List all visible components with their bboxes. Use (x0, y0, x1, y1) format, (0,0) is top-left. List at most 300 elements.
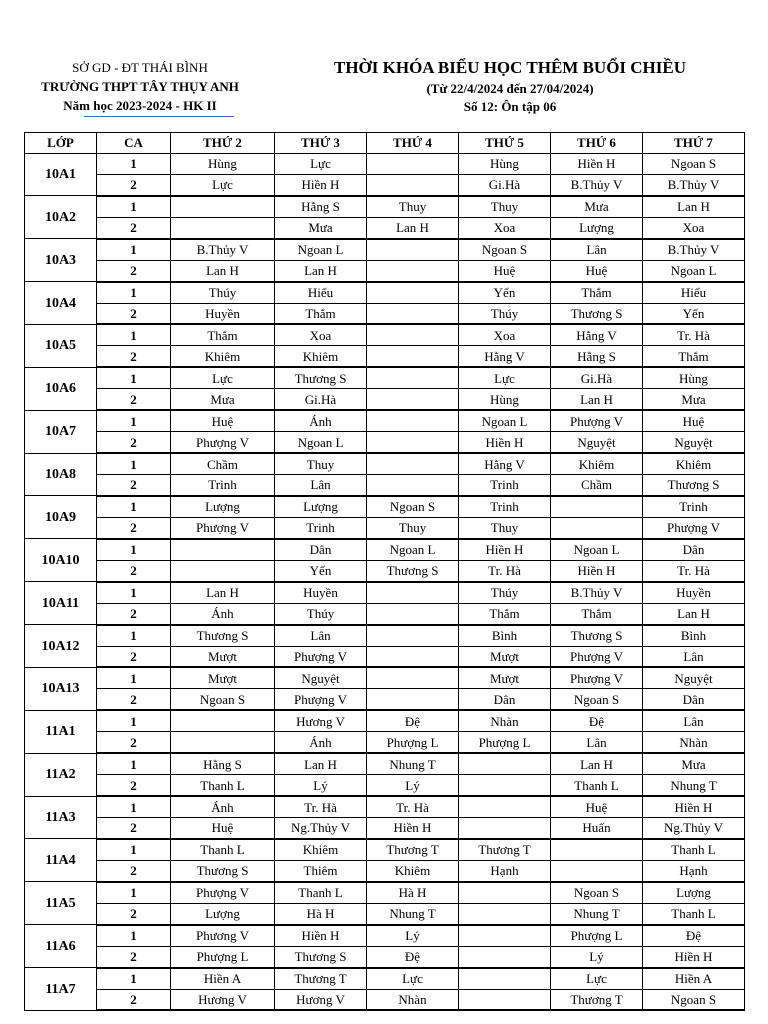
table-row (25, 324, 745, 345)
teacher-cell: Ngoan L (275, 432, 367, 453)
session-number-cell: 1 (97, 839, 171, 860)
table-row (25, 968, 745, 989)
teacher-cell: Lực (171, 174, 275, 195)
teacher-cell: Mưa (171, 389, 275, 410)
teacher-cell: Hà H (275, 903, 367, 924)
teacher-cell: Xoa (459, 217, 551, 238)
table-row (25, 732, 745, 753)
teacher-cell: Lý (275, 775, 367, 796)
class-name-cell: 11A4 (25, 839, 97, 882)
session-number-cell: 1 (97, 667, 171, 688)
teacher-cell: Thanh L (171, 775, 275, 796)
teacher-cell: Nhàn (367, 989, 459, 1010)
teacher-cell: Mượt (459, 646, 551, 667)
session-number-cell: 1 (97, 196, 171, 217)
teacher-cell: Lực (551, 968, 643, 989)
class-name-cell: 11A2 (25, 753, 97, 796)
session-number-cell: 2 (97, 346, 171, 367)
table-row (25, 517, 745, 538)
teacher-cell: Xoa (643, 217, 745, 238)
teacher-cell: Hiền H (643, 946, 745, 967)
session-number-cell: 2 (97, 174, 171, 195)
teacher-cell: Phượng L (171, 946, 275, 967)
class-name-cell: 10A4 (25, 282, 97, 325)
teacher-cell: Ngoan S (643, 153, 745, 174)
teacher-cell: Khiêm (275, 839, 367, 860)
teacher-cell: Chầm (551, 475, 643, 496)
teacher-cell (459, 903, 551, 924)
teacher-cell: Huệ (459, 260, 551, 281)
school-name: TRƯỜNG THPT TÂY THỤY ANH (41, 79, 239, 94)
teacher-cell: Hiền A (643, 968, 745, 989)
teacher-cell (367, 475, 459, 496)
session-number-cell: 1 (97, 625, 171, 646)
teacher-cell: Ngoan S (459, 239, 551, 260)
teacher-cell: Thương T (367, 839, 459, 860)
teacher-cell: Gi.Hà (551, 367, 643, 388)
table-row (25, 946, 745, 967)
session-number-cell: 2 (97, 646, 171, 667)
teacher-cell: Lan H (275, 260, 367, 281)
session-number-cell: 1 (97, 753, 171, 774)
teacher-cell (367, 603, 459, 624)
teacher-cell: Lực (459, 367, 551, 388)
session-number-cell: 2 (97, 732, 171, 753)
teacher-cell: Ngoan S (367, 496, 459, 517)
teacher-cell: Huyền (643, 582, 745, 603)
teacher-cell (367, 346, 459, 367)
column-header: THỨ 3 (275, 133, 367, 154)
teacher-cell: Thanh L (643, 903, 745, 924)
teacher-cell: Hà H (367, 882, 459, 903)
teacher-cell (171, 217, 275, 238)
teacher-cell: Huấn (551, 818, 643, 839)
teacher-cell: Yến (643, 303, 745, 324)
teacher-cell: Phượng L (459, 732, 551, 753)
teacher-cell: Trinh (275, 517, 367, 538)
table-row (25, 260, 745, 281)
teacher-cell: Đệ (367, 710, 459, 731)
table-row (25, 389, 745, 410)
session-number-cell: 2 (97, 989, 171, 1010)
teacher-cell: Hằng S (275, 196, 367, 217)
teacher-cell: Lượng (643, 882, 745, 903)
teacher-cell (551, 517, 643, 538)
teacher-cell: Lượng (275, 496, 367, 517)
class-name-cell: 11A3 (25, 796, 97, 839)
table-body (25, 153, 745, 1010)
teacher-cell (367, 689, 459, 710)
teacher-cell: Thanh L (275, 882, 367, 903)
table-row (25, 217, 745, 238)
teacher-cell: Hùng (459, 153, 551, 174)
teacher-cell (367, 582, 459, 603)
department-name: SỞ GD - ĐT THÁI BÌNH (72, 60, 208, 75)
teacher-cell: Hiền H (275, 925, 367, 946)
table-row (25, 282, 745, 303)
teacher-cell: Phượng V (171, 882, 275, 903)
teacher-cell: Thương T (459, 839, 551, 860)
teacher-cell: B.Thủy V (171, 239, 275, 260)
session-number-cell: 1 (97, 539, 171, 560)
teacher-cell: Lan H (367, 217, 459, 238)
teacher-cell: Gi.Hà (459, 174, 551, 195)
table-row (25, 174, 745, 195)
teacher-cell: Nguyệt (643, 432, 745, 453)
teacher-cell (367, 453, 459, 474)
teacher-cell: Huệ (551, 260, 643, 281)
column-header: THỨ 7 (643, 133, 745, 154)
class-name-cell: 11A7 (25, 968, 97, 1011)
session-number-cell: 2 (97, 689, 171, 710)
teacher-cell: Phượng V (275, 646, 367, 667)
session-number-cell: 2 (97, 432, 171, 453)
teacher-cell: Huệ (171, 410, 275, 431)
teacher-cell: Ngoan L (459, 410, 551, 431)
teacher-cell: Hằng V (551, 324, 643, 345)
teacher-cell: Phượng V (551, 667, 643, 688)
teacher-cell: Phương V (171, 925, 275, 946)
teacher-cell (459, 968, 551, 989)
session-number-cell: 2 (97, 517, 171, 538)
table-row (25, 860, 745, 881)
teacher-cell: Lan H (643, 196, 745, 217)
teacher-cell: Thương S (643, 475, 745, 496)
teacher-cell: Bình (643, 625, 745, 646)
teacher-cell: Ngoan L (643, 260, 745, 281)
teacher-cell: Xoa (459, 324, 551, 345)
teacher-cell: Thúy (459, 582, 551, 603)
teacher-cell: Hiếu (643, 282, 745, 303)
teacher-cell: Dân (459, 689, 551, 710)
teacher-cell: B.Thủy V (551, 174, 643, 195)
class-name-cell: 10A6 (25, 367, 97, 410)
teacher-cell: Phượng V (551, 410, 643, 431)
teacher-cell: Mượt (459, 667, 551, 688)
class-name-cell: 11A5 (25, 882, 97, 925)
timetable (24, 132, 745, 1011)
teacher-cell: Ngoan S (551, 882, 643, 903)
session-number-cell: 1 (97, 282, 171, 303)
teacher-cell (367, 260, 459, 281)
teacher-cell: Tr. Hà (643, 324, 745, 345)
table-row (25, 882, 745, 903)
school-header (0, 58, 280, 115)
teacher-cell: Nhung T (643, 775, 745, 796)
teacher-cell: Huệ (643, 410, 745, 431)
table-row (25, 925, 745, 946)
teacher-cell: Hằng V (459, 346, 551, 367)
table-row (25, 367, 745, 388)
session-number-cell: 2 (97, 260, 171, 281)
column-header: THỨ 4 (367, 133, 459, 154)
teacher-cell: Trinh (643, 496, 745, 517)
teacher-cell (551, 860, 643, 881)
class-name-cell: 10A3 (25, 239, 97, 282)
teacher-cell: Huyền (275, 582, 367, 603)
teacher-cell: Thanh L (643, 839, 745, 860)
teacher-cell: Thương T (275, 968, 367, 989)
teacher-cell: Hùng (643, 367, 745, 388)
teacher-cell: Trinh (171, 475, 275, 496)
teacher-cell: Thắm (459, 603, 551, 624)
teacher-cell: Hiền H (459, 539, 551, 560)
teacher-cell (551, 496, 643, 517)
table-row (25, 689, 745, 710)
session-number-cell: 2 (97, 217, 171, 238)
table-row (25, 710, 745, 731)
teacher-cell: Nhàn (643, 732, 745, 753)
session-number-cell: 2 (97, 603, 171, 624)
teacher-cell: Ngoan L (367, 539, 459, 560)
teacher-cell: Khiêm (367, 860, 459, 881)
session-number-cell: 1 (97, 882, 171, 903)
teacher-cell: Lan H (551, 753, 643, 774)
teacher-cell: Tr. Hà (459, 560, 551, 581)
teacher-cell: Bình (459, 625, 551, 646)
teacher-cell: Hạnh (459, 860, 551, 881)
teacher-cell: Lượng (171, 496, 275, 517)
teacher-cell: Nguyệt (643, 667, 745, 688)
teacher-cell: Huệ (551, 796, 643, 817)
teacher-cell: Thúy (459, 303, 551, 324)
table-row (25, 582, 745, 603)
session-number-cell: 2 (97, 560, 171, 581)
teacher-cell (459, 989, 551, 1010)
teacher-cell: Lan H (171, 582, 275, 603)
teacher-cell (367, 153, 459, 174)
session-number-cell: 1 (97, 496, 171, 517)
teacher-cell: Thắm (275, 303, 367, 324)
timetable-header (290, 56, 730, 116)
teacher-cell: Lượng (551, 217, 643, 238)
teacher-cell (459, 775, 551, 796)
teacher-cell (367, 667, 459, 688)
teacher-cell: B.Thủy V (551, 582, 643, 603)
table-row (25, 539, 745, 560)
session-number-cell: 1 (97, 410, 171, 431)
session-number-cell: 2 (97, 389, 171, 410)
teacher-cell: Thương S (275, 946, 367, 967)
table-row (25, 667, 745, 688)
teacher-cell: Hiền H (367, 818, 459, 839)
teacher-cell: Nhung T (367, 903, 459, 924)
teacher-cell: B.Thủy V (643, 174, 745, 195)
table-row (25, 625, 745, 646)
table-row (25, 196, 745, 217)
teacher-cell: Mượt (171, 646, 275, 667)
teacher-cell: Ánh (171, 796, 275, 817)
teacher-cell: Ngoan L (275, 239, 367, 260)
teacher-cell (551, 839, 643, 860)
table-row (25, 239, 745, 260)
teacher-cell (171, 560, 275, 581)
teacher-cell: Xoa (275, 324, 367, 345)
teacher-cell: Thắm (551, 603, 643, 624)
teacher-cell: Thương S (171, 860, 275, 881)
teacher-cell: Dân (275, 539, 367, 560)
teacher-cell: Khiêm (275, 346, 367, 367)
teacher-cell: Ngoan L (551, 539, 643, 560)
teacher-cell (459, 753, 551, 774)
teacher-cell: Lan H (643, 603, 745, 624)
class-name-cell: 10A8 (25, 453, 97, 496)
column-header: THỨ 2 (171, 133, 275, 154)
session-number-cell: 1 (97, 582, 171, 603)
table-row (25, 839, 745, 860)
teacher-cell: Thuy (459, 517, 551, 538)
teacher-cell: Lý (367, 925, 459, 946)
table-row (25, 818, 745, 839)
class-name-cell: 11A6 (25, 925, 97, 968)
teacher-cell: Mưa (275, 217, 367, 238)
table-row (25, 775, 745, 796)
class-name-cell: 10A12 (25, 625, 97, 668)
class-name-cell: 11A1 (25, 710, 97, 753)
teacher-cell: Tr. Hà (367, 796, 459, 817)
teacher-cell: Hiền H (275, 174, 367, 195)
session-number-cell: 2 (97, 946, 171, 967)
teacher-cell: Phượng V (551, 646, 643, 667)
teacher-cell: Dân (643, 689, 745, 710)
teacher-cell: Lý (551, 946, 643, 967)
teacher-cell: Ngoan S (551, 689, 643, 710)
teacher-cell: Phượng L (551, 925, 643, 946)
table-row (25, 496, 745, 517)
teacher-cell: Khiêm (551, 453, 643, 474)
teacher-cell: Lân (275, 475, 367, 496)
table-row (25, 603, 745, 624)
teacher-cell: Nhàn (459, 710, 551, 731)
teacher-cell: Trinh (459, 475, 551, 496)
teacher-cell: Thúy (275, 603, 367, 624)
class-name-cell: 10A7 (25, 410, 97, 453)
column-header: THỨ 5 (459, 133, 551, 154)
teacher-cell: Trinh (459, 496, 551, 517)
teacher-cell (367, 303, 459, 324)
teacher-cell: Thương T (551, 989, 643, 1010)
teacher-cell: Phượng V (171, 432, 275, 453)
teacher-cell: Thương S (551, 625, 643, 646)
table-row (25, 453, 745, 474)
teacher-cell: Lân (551, 732, 643, 753)
teacher-cell: Hương V (275, 710, 367, 731)
table-row (25, 346, 745, 367)
session-number-cell: 1 (97, 153, 171, 174)
session-number-cell: 1 (97, 239, 171, 260)
teacher-cell: Ánh (275, 410, 367, 431)
teacher-cell (459, 925, 551, 946)
table-row (25, 796, 745, 817)
teacher-cell (367, 324, 459, 345)
column-header: THỨ 6 (551, 133, 643, 154)
teacher-cell: Lan H (171, 260, 275, 281)
session-number-cell: 2 (97, 860, 171, 881)
teacher-cell: Ng.Thủy V (643, 818, 745, 839)
class-name-cell: 10A10 (25, 539, 97, 582)
table-row (25, 432, 745, 453)
teacher-cell: Ánh (275, 732, 367, 753)
teacher-cell: Thắm (643, 346, 745, 367)
teacher-cell: Hùng (171, 153, 275, 174)
teacher-cell: Thương S (275, 367, 367, 388)
teacher-cell: Hiếu (275, 282, 367, 303)
teacher-cell (367, 432, 459, 453)
teacher-cell (367, 410, 459, 431)
teacher-cell: Nguyệt (275, 667, 367, 688)
teacher-cell: Thương S (551, 303, 643, 324)
teacher-cell: Mưa (551, 196, 643, 217)
teacher-cell: Lý (367, 775, 459, 796)
teacher-cell: Hạnh (643, 860, 745, 881)
teacher-cell: Hằng S (551, 346, 643, 367)
table-row (25, 989, 745, 1010)
session-number-cell: 1 (97, 925, 171, 946)
teacher-cell: Đệ (643, 925, 745, 946)
teacher-cell: Nhung T (367, 753, 459, 774)
teacher-cell (367, 239, 459, 260)
teacher-cell: Phượng V (171, 517, 275, 538)
teacher-cell (367, 282, 459, 303)
teacher-cell: Hiền H (459, 432, 551, 453)
teacher-cell: Hùng (459, 389, 551, 410)
timetable-title: THỜI KHÓA BIỂU HỌC THÊM BUỔI CHIỀU (333, 58, 687, 77)
teacher-cell: Nhung T (551, 903, 643, 924)
teacher-cell: Huệ (171, 818, 275, 839)
teacher-cell: Nguyệt (551, 432, 643, 453)
teacher-cell: Hiền H (643, 796, 745, 817)
class-name-cell: 10A2 (25, 196, 97, 239)
teacher-cell: Huyền (171, 303, 275, 324)
teacher-cell: Phượng V (275, 689, 367, 710)
teacher-cell: Lân (643, 710, 745, 731)
session-number-cell: 1 (97, 367, 171, 388)
teacher-cell (171, 539, 275, 560)
teacher-cell: Gi.Hà (275, 389, 367, 410)
teacher-cell (459, 946, 551, 967)
timetable-dates: (Từ 22/4/2024 đến 27/04/2024) (426, 81, 594, 96)
teacher-cell: Đệ (367, 946, 459, 967)
teacher-cell (459, 818, 551, 839)
teacher-cell: Thắm (551, 282, 643, 303)
teacher-cell: Ánh (171, 603, 275, 624)
teacher-cell: Thương S (171, 625, 275, 646)
teacher-cell: Thanh L (171, 839, 275, 860)
class-name-cell: 10A9 (25, 496, 97, 539)
teacher-cell: Tr. Hà (643, 560, 745, 581)
teacher-cell: Lân (275, 625, 367, 646)
session-number-cell: 1 (97, 796, 171, 817)
table-row (25, 903, 745, 924)
teacher-cell: Phượng V (643, 517, 745, 538)
table-row (25, 560, 745, 581)
teacher-cell: Chầm (171, 453, 275, 474)
teacher-cell: Hương V (275, 989, 367, 1010)
teacher-cell: Thanh L (551, 775, 643, 796)
session-number-cell: 2 (97, 775, 171, 796)
session-number-cell: 1 (97, 453, 171, 474)
teacher-cell: Lân (551, 239, 643, 260)
teacher-cell (367, 389, 459, 410)
teacher-cell (459, 882, 551, 903)
teacher-cell: Thuy (367, 517, 459, 538)
teacher-cell: Lực (275, 153, 367, 174)
table-row (25, 410, 745, 431)
teacher-cell: Lan H (551, 389, 643, 410)
teacher-cell: Dân (643, 539, 745, 560)
teacher-cell: Lượng (171, 903, 275, 924)
class-name-cell: 10A13 (25, 667, 97, 710)
